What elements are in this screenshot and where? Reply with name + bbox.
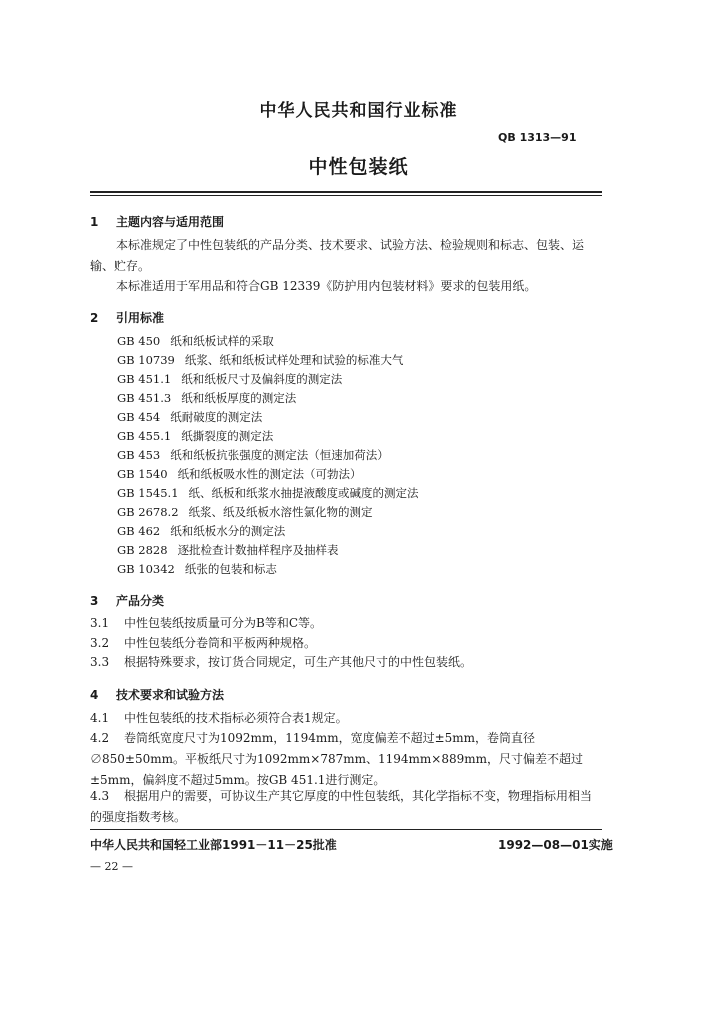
header-rule-thin xyxy=(90,195,602,196)
clause-number: 3.3 xyxy=(90,655,110,669)
ref-title: 逐批检查计数抽样程序及抽样表 xyxy=(177,543,339,557)
ref-title: 纸和纸板试样的采取 xyxy=(170,334,274,348)
list-item xyxy=(117,408,607,427)
list-item xyxy=(117,541,607,560)
section-number: 3 xyxy=(90,594,99,608)
ref-code: GB 2678.2 xyxy=(117,505,179,519)
list-item xyxy=(117,446,607,465)
ref-code: GB 451.1 xyxy=(117,372,172,386)
approval-line: 中华人民共和国轻工业部1991－11－25批准 xyxy=(90,838,337,852)
list-item xyxy=(117,522,607,541)
clause-3-1 xyxy=(90,613,602,634)
section-number: 4 xyxy=(90,688,99,702)
ref-code: GB 451.3 xyxy=(117,391,172,405)
section-title: 技术要求和试验方法 xyxy=(116,688,225,702)
clause-4-1 xyxy=(90,708,602,729)
ref-code: GB 10342 xyxy=(117,562,175,576)
section-2-heading xyxy=(90,309,164,326)
ref-title: 纸和纸板吸水性的测定法（可勃法） xyxy=(177,467,362,481)
list-item xyxy=(117,370,607,389)
clause-number: 4.3 xyxy=(90,789,110,803)
clause-text: 卷筒纸宽度尺寸为1092mm，1194mm，宽度偏差不超过±5mm，卷筒直径∅850±50mm。平板纸尺寸为1092mm×787mm、1194mm×889mm，尺寸偏差不超过±5mm，偏斜度不超过5mm。按GB 451.1进行测定。 xyxy=(90,731,584,787)
footer-rule xyxy=(90,829,602,830)
ref-title: 纸张的包装和标志 xyxy=(184,562,277,576)
section-title: 主题内容与适用范围 xyxy=(116,215,225,229)
header-rule xyxy=(90,191,602,193)
clause-text: 中性包装纸按质量可分为B等和C等。 xyxy=(124,616,323,630)
ref-code: GB 1545.1 xyxy=(117,486,179,500)
ref-code: GB 10739 xyxy=(117,353,175,367)
list-item xyxy=(117,503,607,522)
list-item xyxy=(117,427,607,446)
clause-number: 3.2 xyxy=(90,636,110,650)
ref-code: GB 454 xyxy=(117,410,161,424)
ref-title: 纸、纸板和纸浆水抽提液酸度或碱度的测定法 xyxy=(188,486,419,500)
ref-title: 纸和纸板厚度的测定法 xyxy=(181,391,297,405)
list-item xyxy=(117,351,607,370)
ref-code: GB 1540 xyxy=(117,467,168,481)
clause-3-2 xyxy=(90,633,602,654)
section-number: 1 xyxy=(90,215,99,229)
reference-standards-list xyxy=(117,332,607,579)
clause-3-3 xyxy=(90,652,602,673)
list-item xyxy=(117,332,607,351)
ref-title: 纸浆、纸和纸板试样处理和试验的标准大气 xyxy=(184,353,404,367)
clause-4-2 xyxy=(90,728,602,791)
section-1-heading xyxy=(90,213,224,230)
document-title: 中性包装纸 xyxy=(308,156,409,178)
clause-text: 根据用户的需要，可协议生产其它厚度的中性包装纸，其化学指标不变，物理指标用相当的强度指数考核。 xyxy=(90,789,593,824)
ref-code: GB 453 xyxy=(117,448,161,462)
clause-number: 4.2 xyxy=(90,731,110,745)
section-1-paragraph-1: 本标准规定了中性包装纸的产品分类、技术要求、试验方法、检验规则和标志、包装、运输、贮存。 xyxy=(90,238,585,273)
clause-number: 4.1 xyxy=(90,711,110,725)
section-title: 引用标准 xyxy=(116,311,165,325)
list-item xyxy=(117,389,607,408)
section-1-paragraph-2: 本标准适用于军用品和符合GB 12339《防护用内包装材料》要求的包装用纸。 xyxy=(116,279,537,293)
clause-number: 3.1 xyxy=(90,616,110,630)
clause-text: 中性包装纸的技术指标必须符合表1规定。 xyxy=(124,711,348,725)
ref-code: GB 2828 xyxy=(117,543,168,557)
standard-category-title: 中华人民共和国行业标准 xyxy=(259,101,458,121)
list-item xyxy=(117,484,607,503)
ref-title: 纸和纸板抗张强度的测定法（恒速加荷法） xyxy=(170,448,389,462)
page-number: — 22 — xyxy=(90,860,133,873)
clause-text: 根据特殊要求，按订货合同规定，可生产其他尺寸的中性包装纸。 xyxy=(124,655,473,669)
ref-title: 纸和纸板尺寸及偏斜度的测定法 xyxy=(181,372,343,386)
ref-title: 纸耐破度的测定法 xyxy=(170,410,263,424)
ref-title: 纸和纸板水分的测定法 xyxy=(170,524,286,538)
ref-title: 纸撕裂度的测定法 xyxy=(181,429,274,443)
ref-code: GB 455.1 xyxy=(117,429,172,443)
list-item xyxy=(117,560,607,579)
clause-4-3 xyxy=(90,786,602,828)
ref-code: GB 462 xyxy=(117,524,161,538)
ref-code: GB 450 xyxy=(117,334,161,348)
standard-code: QB 1313—91 xyxy=(498,131,577,144)
section-number: 2 xyxy=(90,311,99,325)
clause-text: 中性包装纸分卷筒和平板两种规格。 xyxy=(124,636,317,650)
section-4-heading xyxy=(90,686,224,703)
section-3-heading xyxy=(90,592,164,609)
ref-title: 纸浆、纸及纸板水溶性氯化物的测定 xyxy=(188,505,373,519)
section-title: 产品分类 xyxy=(116,594,165,608)
list-item xyxy=(117,465,607,484)
effective-date: 1992—08—01实施 xyxy=(498,838,613,852)
